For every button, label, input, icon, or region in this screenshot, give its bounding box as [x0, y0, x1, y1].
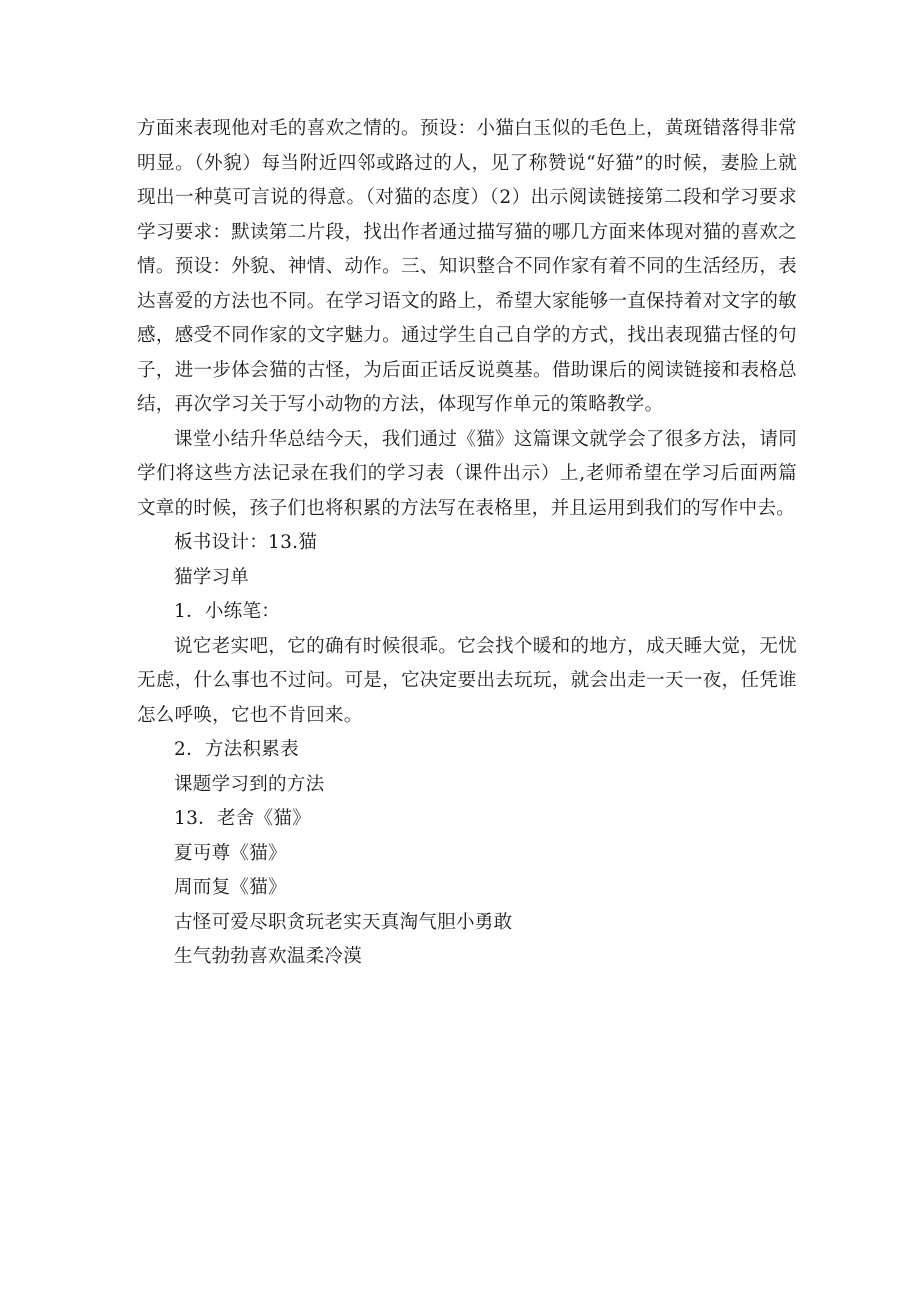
paragraph-teaching-process: 方面来表现他对毛的喜欢之情的。预设：小猫白玉似的毛色上，黄斑错落得非常明显。（外貌）每当附近四邻或路过的人，见了称赞说“好猫”的时候，妻脸上就现出一种莫可言说的得意。（对猫的态度）（2）出示阅读链接第二段和学习要求学习要求：默读第二片段，找出作者通过描写猫的哪几方面来体现对猫的喜欢之情。预设：外貌、神情、动作。三、知识整合不同作家有着不同的生活经历，表达喜爱的方法也不同。在学习语文的路上，希望大家能够一直保持着对文字的敏感，感受不同作家的文字魅力。通过学生自己自学的方式，找出表现猫古怪的句子，进一步体会猫的古怪，为后面正话反说奠基。借助课后的阅读链接和表格总结，再次学习关于写小动物的方法，体现写作单元的策略教学。 [137, 118, 797, 415]
paragraph-class-summary: 课堂小结升华总结今天，我们通过《猫》这篇课文就学会了很多方法，请同学们将这些方法记录在我们的学习表（课件出示）上,老师希望在学习后面两篇文章的时候，孩子们也将积累的方法写在表格里，并且运用到我们的写作中去。 [137, 428, 797, 519]
method-table-header: 课题学习到的方法 [174, 773, 325, 795]
item-1-label: 1．小练笔： [174, 601, 281, 622]
item-1-text: 说它老实吧，它的确有时候很乖。它会找个暖和的地方，成天睡大觉，无忧无虑，什么事也不过问。可是，它决定要出去玩玩，就会出走一天一夜，任凭谁怎么呼唤，它也不肯回来。 [137, 635, 797, 726]
method-list-1: 古怪可爱尽职贪玩老实天真淘气胆小勇敢 [174, 911, 513, 933]
document-body [137, 112, 797, 975]
method-table-row-2: 夏丏尊《猫》 [174, 842, 287, 864]
method-table-row-3: 周而复《猫》 [174, 877, 287, 898]
method-list-2: 生气勃勃喜欢温柔冷漠 [174, 946, 363, 967]
board-design-line: 板书设计：13.猫 [174, 532, 318, 553]
item-2-label: 2．方法积累表 [174, 739, 299, 760]
method-table-row-1: 13．老舍《猫》 [174, 808, 311, 829]
worksheet-title: 猫学习单 [174, 566, 250, 588]
